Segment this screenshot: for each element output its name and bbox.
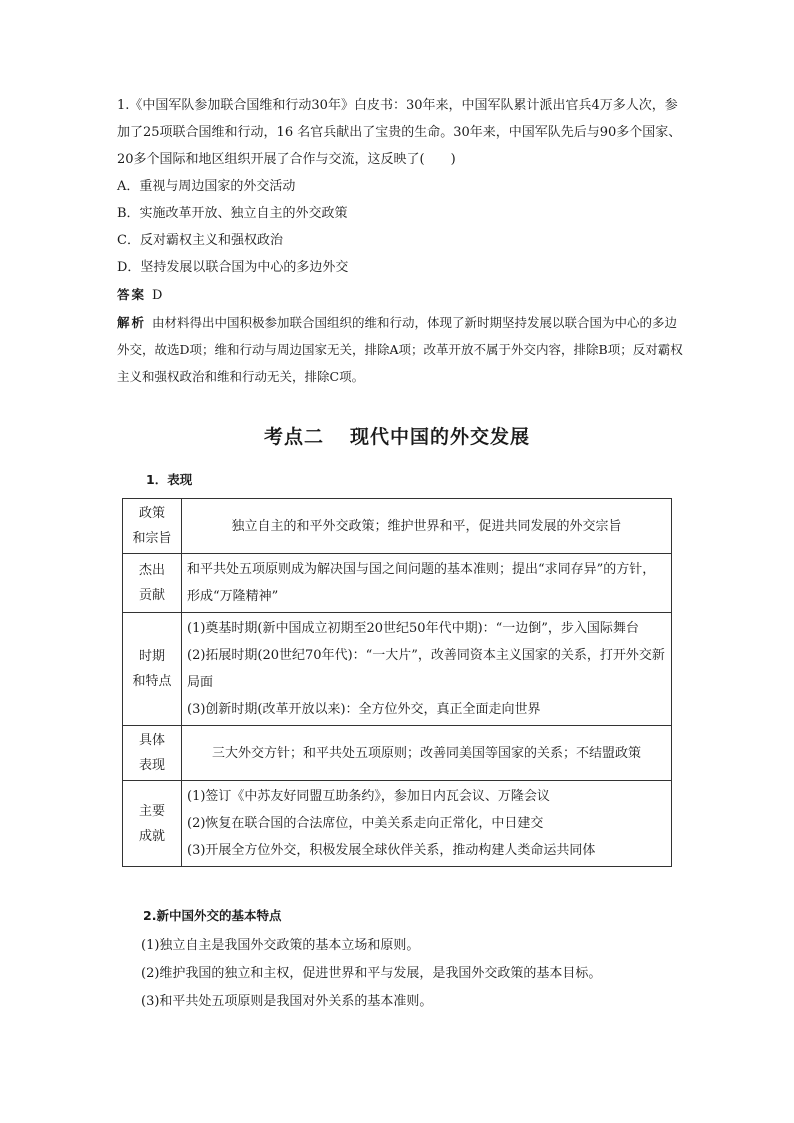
table-heading: 1．表现	[146, 472, 193, 487]
option-b: B．实施改革开放、独立自主的外交政策	[117, 206, 348, 221]
row-content: 独立自主的和平外交政策；维护世界和平，促进共同发展的外交宗旨	[182, 499, 672, 554]
row-header: 杰出 贡献	[123, 554, 182, 613]
analysis-line	[117, 309, 687, 390]
row-content: 和平共处五项原则成为解决国与国之间问题的基本准则；提出“求同存异”的方针，形成“万隆精神”	[182, 554, 672, 613]
row-header: 时期 和特点	[123, 613, 182, 726]
table-row	[123, 726, 672, 781]
question-block	[117, 92, 687, 390]
answer-value: D	[152, 288, 163, 303]
option-d: D．坚持发展以联合国为中心的多边外交	[117, 260, 349, 275]
list-item: (2)维护我国的独立和主权，促进世界和平与发展，是我国外交政策的基本目标。	[141, 966, 602, 981]
row-header: 政策 和宗旨	[123, 499, 182, 554]
option-c: C．反对霸权主义和强权政治	[117, 233, 283, 248]
table-row	[123, 613, 672, 726]
section-title-number: 考点二	[263, 426, 324, 448]
section-title-text: 现代中国的外交发展	[350, 426, 531, 448]
table-row	[123, 554, 672, 613]
features-list	[141, 932, 701, 1016]
row-content: 三大外交方针；和平共处五项原则；改善同美国等国家的关系；不结盟政策	[182, 726, 672, 781]
row-header: 具体 表现	[123, 726, 182, 781]
answer-line	[117, 281, 687, 309]
list-item: (1)独立自主是我国外交政策的基本立场和原则。	[141, 938, 420, 953]
answer-label: 答案	[117, 287, 147, 302]
question-stem: 1.《中国军队参加联合国维和行动30年》白皮书：30年来，中国军队累计派出官兵4万多人次，参加了25项联合国维和行动，16 名官兵献出了宝贵的生命。30年来，中国军队先后与90多个国家、20多个国际和地区组织开展了合作与交流，这反映了( )	[117, 98, 682, 167]
table-row	[123, 499, 672, 554]
analysis-text: 由材料得出中国积极参加联合国组织的维和行动，体现了新时期坚持发展以联合国为中心的多边外交，故选D项；维和行动与周边国家无关，排除A项；改革开放不属于外交内容，排除B项；反对霸权主义和强权政治和维和行动无关，排除C项。	[117, 315, 683, 384]
analysis-label: 解析	[117, 315, 147, 330]
row-header: 主要 成就	[123, 781, 182, 867]
features-heading: 2.新中国外交的基本特点	[143, 908, 282, 923]
row-content: (1)奠基时期(新中国成立初期至20世纪50年代中期)：“一边倒”，步入国际舞台 (2)拓展时期(20世纪70年代)：“一大片”，改善同资本主义国家的关系，打开外交新局面 (3)创新时期(改革开放以来)：全方位外交，真正全面走向世界	[182, 613, 672, 726]
section-title	[0, 422, 794, 449]
list-item: (3)和平共处五项原则是我国对外关系的基本准则。	[141, 994, 433, 1009]
table-row	[123, 781, 672, 867]
option-a: A．重视与周边国家的外交活动	[117, 179, 296, 194]
diplomacy-table	[122, 498, 672, 867]
row-content: (1)签订《中苏友好同盟互助条约》，参加日内瓦会议、万隆会议 (2)恢复在联合国的合法席位，中美关系走向正常化，中日建交 (3)开展全方位外交，积极发展全球伙伴关系，推动构建人类命运共同体	[182, 781, 672, 867]
